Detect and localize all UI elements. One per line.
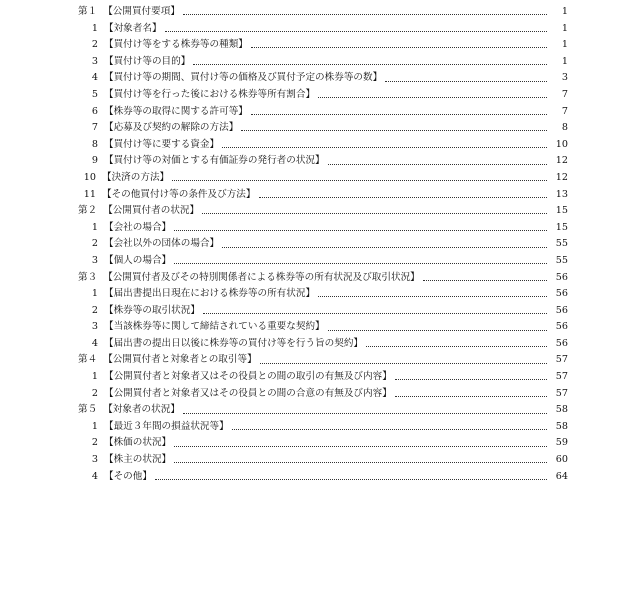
toc-subsection-entry[interactable] [38,87,568,104]
toc-entry-number: 第４ [78,354,98,366]
toc-section-entry[interactable] [38,4,568,21]
toc-entry-title: 【買付け等の目的】 [104,55,191,67]
toc-entry-title: 【個人の場合】 [104,254,172,266]
toc-dot-leader [232,428,547,430]
toc-dot-leader [222,246,547,248]
toc-section-entry[interactable] [38,352,568,369]
toc-entry-title: 【その他】 [104,470,152,482]
toc-dot-leader [174,262,547,264]
toc-page-number: 8 [561,122,568,134]
toc-dot-leader [174,445,547,447]
toc-dot-leader [251,46,547,48]
toc-page-number: 1 [561,55,568,67]
toc-subsection-entry[interactable] [38,37,568,54]
toc-entry-number: 10 [83,171,96,183]
toc-dot-leader [328,163,547,165]
toc-entry-title: 【対象者名】 [104,22,162,34]
toc-subsection-entry[interactable] [38,253,568,270]
toc-entry-number: 1 [91,221,98,233]
toc-subsection-entry[interactable] [38,70,568,87]
toc-entry-number: 第２ [78,205,98,217]
toc-page-number: 3 [561,72,568,84]
toc-page-number: 55 [555,238,568,250]
toc-page-number: 15 [555,205,568,217]
toc-dot-leader [260,362,547,364]
toc-entry-title: 【公開買付者と対象者との取引等】 [103,354,257,366]
toc-page-number: 57 [555,371,568,383]
document-page [38,0,568,487]
toc-entry-title: 【公開買付者と対象者又はその役員との間の取引の有無及び内容】 [104,371,392,383]
toc-entry-title: 【買付け等の対価とする有価証券の発行者の状況】 [104,155,325,167]
toc-entry-title: 【公開買付者と対象者又はその役員との間の合意の有無及び内容】 [104,387,392,399]
toc-page-number: 10 [555,138,568,150]
toc-entry-title: 【最近３年間の損益状況等】 [104,420,229,432]
toc-page-number: 13 [555,188,568,200]
toc-entry-number: 2 [91,39,98,51]
toc-entry-title: 【公開買付者の状況】 [103,205,200,217]
toc-subsection-entry[interactable] [38,319,568,336]
toc-dot-leader [241,129,547,131]
toc-dot-leader [202,212,547,214]
toc-dot-leader [318,295,547,297]
toc-entry-number: 1 [91,288,98,300]
toc-page-number: 12 [555,155,568,167]
toc-entry-title: 【買付け等に要する資金】 [104,138,220,150]
toc-entry-title: 【会社の場合】 [104,221,172,233]
toc-subsection-entry[interactable] [38,435,568,452]
toc-page-number: 56 [555,304,568,316]
toc-subsection-entry[interactable] [38,452,568,469]
toc-subsection-entry[interactable] [38,369,568,386]
toc-entry-number: 3 [91,321,98,333]
toc-page-number: 1 [561,6,568,17]
toc-dot-leader [385,80,547,82]
toc-page-number: 57 [555,387,568,399]
toc-entry-number: 1 [91,371,98,383]
toc-page-number: 59 [555,437,568,449]
toc-dot-leader [174,461,547,463]
toc-entry-number: 9 [91,155,98,167]
toc-dot-leader [395,378,547,380]
toc-page-number: 57 [555,354,568,366]
toc-subsection-entry[interactable] [38,104,568,121]
toc-page-number: 60 [555,454,568,466]
toc-entry-number: 6 [91,105,98,117]
toc-page-number: 12 [555,171,568,183]
toc-subsection-entry[interactable] [38,120,568,137]
toc-dot-leader [259,196,548,198]
toc-entry-number: 2 [91,238,98,250]
toc-entry-title: 【当該株券等に関して締結されている重要な契約】 [104,321,325,333]
toc-entry-number: 1 [91,420,98,432]
toc-subsection-entry[interactable] [38,386,568,403]
toc-section-entry[interactable] [38,402,568,419]
toc-subsection-entry[interactable] [38,54,568,71]
toc-entry-title: 【買付け等をする株券等の種類】 [104,39,248,51]
toc-page-number: 56 [555,337,568,349]
toc-entry-number: 第３ [78,271,98,283]
toc-subsection-entry[interactable] [38,286,568,303]
toc-dot-leader [222,146,547,148]
toc-entry-title: 【届出書提出日現在における株券等の所有状況】 [104,288,316,300]
toc-dot-leader [165,30,547,32]
toc-page-number: 58 [555,420,568,432]
toc-dot-leader [423,279,547,281]
toc-subsection-entry[interactable] [38,236,568,253]
toc-entry-title: 【公開買付者及びその特別関係者による株券等の所有状況及び取引状況】 [103,271,420,283]
toc-dot-leader [203,312,547,314]
toc-entry-number: 第５ [78,404,98,416]
toc-entry-number: 7 [91,122,98,134]
toc-page-number: 15 [555,221,568,233]
toc-entry-title: 【株価の状況】 [104,437,172,449]
toc-page-number: 7 [561,105,568,117]
toc-page-number: 56 [555,288,568,300]
toc-entry-number: 2 [91,437,98,449]
toc-entry-title: 【株券等の取引状況】 [104,304,200,316]
toc-entry-number: 第１ [78,6,98,17]
toc-subsection-entry[interactable] [38,21,568,38]
toc-entry-title: 【会社以外の団体の場合】 [104,238,220,250]
toc-dot-leader [174,229,547,231]
toc-dot-leader [183,412,547,414]
toc-page-number: 1 [561,39,568,51]
toc-entry-title: 【公開買付要項】 [103,6,180,17]
toc-dot-leader [366,345,547,347]
toc-entry-number: 3 [91,55,98,67]
toc-entry-title: 【買付け等を行った後における株券等所有割合】 [104,88,316,100]
toc-section-entry[interactable] [38,203,568,220]
toc-page-number: 1 [561,22,568,34]
toc-entry-number: 5 [91,88,98,100]
toc-subsection-entry[interactable] [38,153,568,170]
toc-subsection-entry[interactable] [38,336,568,353]
toc-entry-title: 【応募及び契約の解除の方法】 [104,122,239,134]
toc-dot-leader [172,179,547,181]
toc-entry-number: 4 [91,470,98,482]
toc-entry-title: 【買付け等の期間、買付け等の価格及び買付予定の株券等の数】 [104,72,383,84]
toc-entry-number: 2 [91,387,98,399]
toc-page-number: 56 [555,271,568,283]
toc-entry-number: 1 [91,22,98,34]
toc-dot-leader [318,96,547,98]
toc-dot-leader [193,63,547,65]
toc-dot-leader [251,113,547,115]
toc-entry-number: 8 [91,138,98,150]
toc-dot-leader [328,329,547,331]
toc-entry-title: 【対象者の状況】 [103,404,180,416]
toc-subsection-entry[interactable] [38,187,568,204]
toc-entry-title: 【決済の方法】 [102,171,170,183]
toc-dot-leader [155,478,547,480]
toc-subsection-entry[interactable] [38,419,568,436]
toc-subsection-entry[interactable] [38,469,568,486]
table-of-contents [38,4,568,485]
toc-subsection-entry[interactable] [38,303,568,320]
toc-page-number: 64 [555,470,568,482]
toc-entry-number: 4 [91,337,98,349]
toc-entry-title: 【株券等の取得に関する許可等】 [104,105,248,117]
toc-entry-title: 【株主の状況】 [104,454,172,466]
toc-dot-leader [183,13,547,15]
toc-entry-number: 2 [91,304,98,316]
toc-entry-number: 11 [83,188,96,200]
toc-page-number: 56 [555,321,568,333]
toc-dot-leader [395,395,547,397]
toc-subsection-entry[interactable] [38,137,568,154]
toc-page-number: 58 [555,404,568,416]
toc-page-number: 55 [555,254,568,266]
toc-entry-number: 3 [91,454,98,466]
toc-entry-title: 【その他買付け等の条件及び方法】 [102,188,256,200]
toc-section-entry[interactable] [38,270,568,287]
toc-page-number: 7 [561,88,568,100]
toc-subsection-entry[interactable] [38,170,568,187]
toc-entry-number: 3 [91,254,98,266]
toc-entry-title: 【届出書の提出日以後に株券等の買付け等を行う旨の契約】 [104,337,364,349]
toc-entry-number: 4 [91,72,98,84]
toc-subsection-entry[interactable] [38,220,568,237]
